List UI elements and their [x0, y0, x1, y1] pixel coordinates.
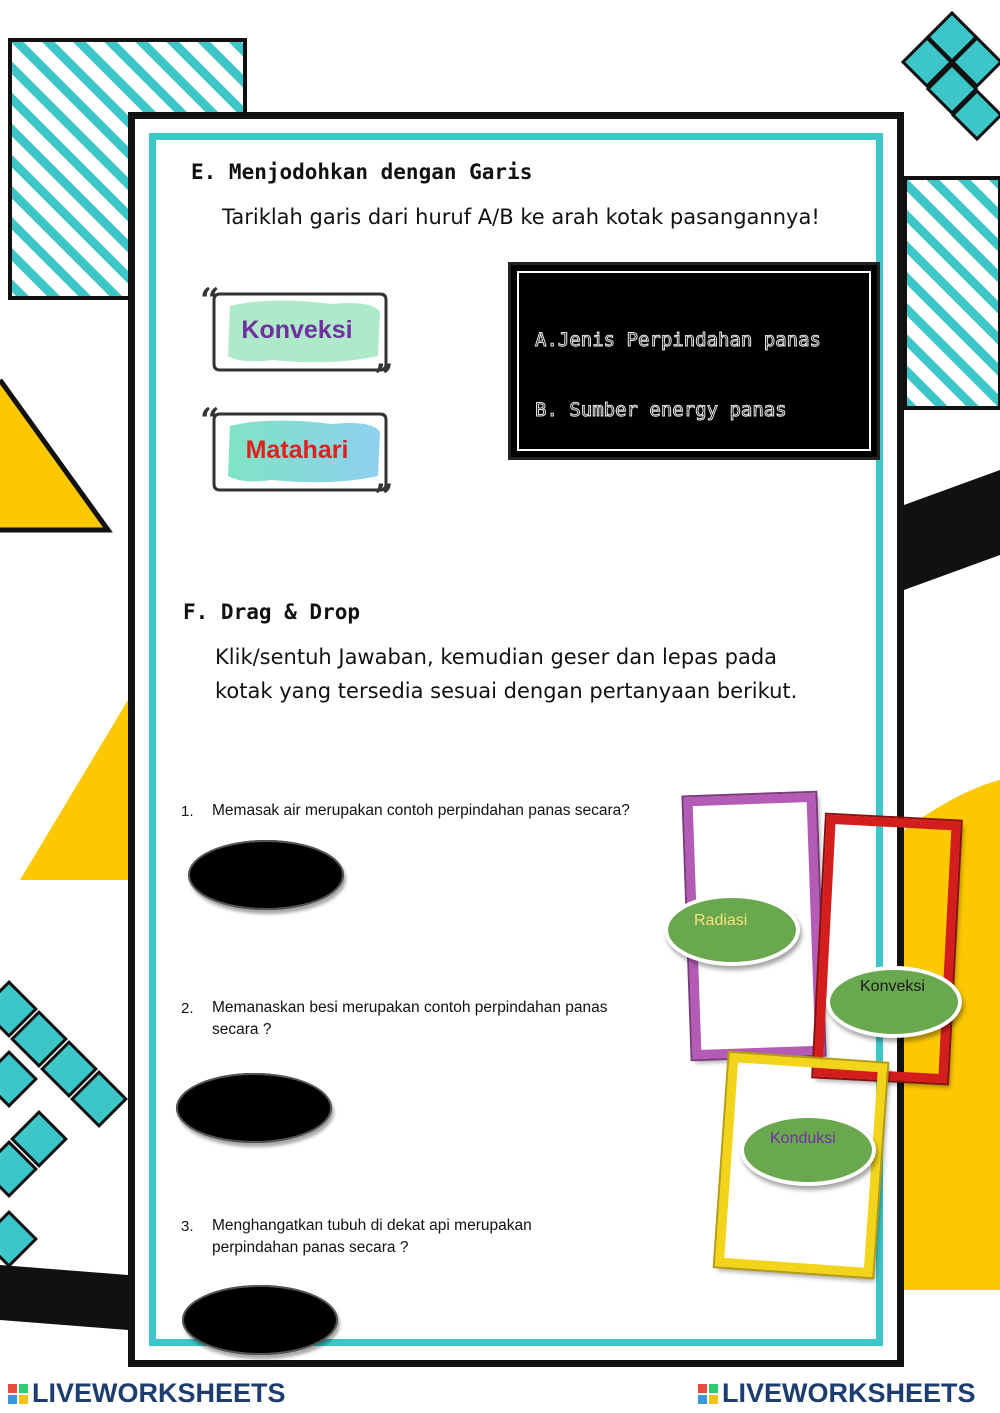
question-2-number: 2. [181, 1000, 194, 1017]
card-label: Matahari [245, 436, 349, 464]
brand-right[interactable] [698, 1378, 976, 1409]
match-options-inner-border [517, 271, 871, 451]
answer-konveksi[interactable] [826, 966, 962, 1038]
question-line: Memanaskan besi merupakan contoh perpindahan panas [212, 999, 608, 1016]
section-e-title: E. Menjodohkan dengan Garis [191, 160, 533, 184]
match-options-box [508, 262, 880, 460]
section-f-instruction-line2: kotak yang tersedia sesuai dengan pertanyaan berikut. [215, 679, 798, 703]
brand-text: LIVEWORKSHEETS [722, 1378, 976, 1408]
question-line: Memasak air merupakan contoh perpindahan panas secara? [212, 802, 630, 819]
question-3-text [212, 1215, 672, 1259]
liveworksheets-logo-icon [8, 1384, 28, 1404]
match-card-matahari[interactable] [200, 401, 394, 517]
answer-drop-zone-3[interactable] [182, 1285, 338, 1355]
frame-red [813, 815, 961, 1084]
section-e-instruction: Tariklah garis dari huruf A/B ke arah kotak pasangannya! [222, 205, 820, 229]
brand-text: LIVEWORKSHEETS [32, 1378, 286, 1408]
question-line: perpindahan panas secara ? [212, 1239, 409, 1256]
svg-text:”: ” [374, 477, 394, 517]
answer-label: Konduksi [770, 1130, 836, 1147]
answer-radiasi[interactable] [664, 894, 800, 966]
answer-drop-zone-1[interactable] [188, 840, 344, 910]
svg-text:”: ” [374, 357, 394, 397]
svg-text:“: “ [200, 281, 220, 321]
question-1-text [212, 800, 672, 822]
brand-left[interactable] [8, 1378, 286, 1409]
svg-text:“: “ [200, 401, 220, 441]
option-b[interactable]: B. Sumber energy panas [535, 399, 787, 421]
answer-label: Radiasi [694, 912, 748, 929]
answer-drop-zone-2[interactable] [176, 1073, 332, 1143]
option-a[interactable]: A.Jenis Perpindahan panas [535, 329, 821, 351]
answer-label: Konveksi [860, 978, 925, 995]
answer-konduksi[interactable] [740, 1114, 876, 1186]
question-2-text [212, 997, 672, 1041]
question-line: secara ? [212, 1021, 272, 1038]
question-line: Menghangatkan tubuh di dekat api merupakan [212, 1217, 532, 1234]
match-card-konveksi[interactable] [200, 281, 394, 397]
question-3-number: 3. [181, 1218, 194, 1235]
section-f-instruction-line1: Klik/sentuh Jawaban, kemudian geser dan lepas pada [215, 645, 778, 669]
card-label: Konveksi [241, 316, 353, 344]
liveworksheets-logo-icon [698, 1384, 718, 1404]
section-f-title: F. Drag & Drop [183, 600, 361, 624]
question-1-number: 1. [181, 803, 194, 820]
